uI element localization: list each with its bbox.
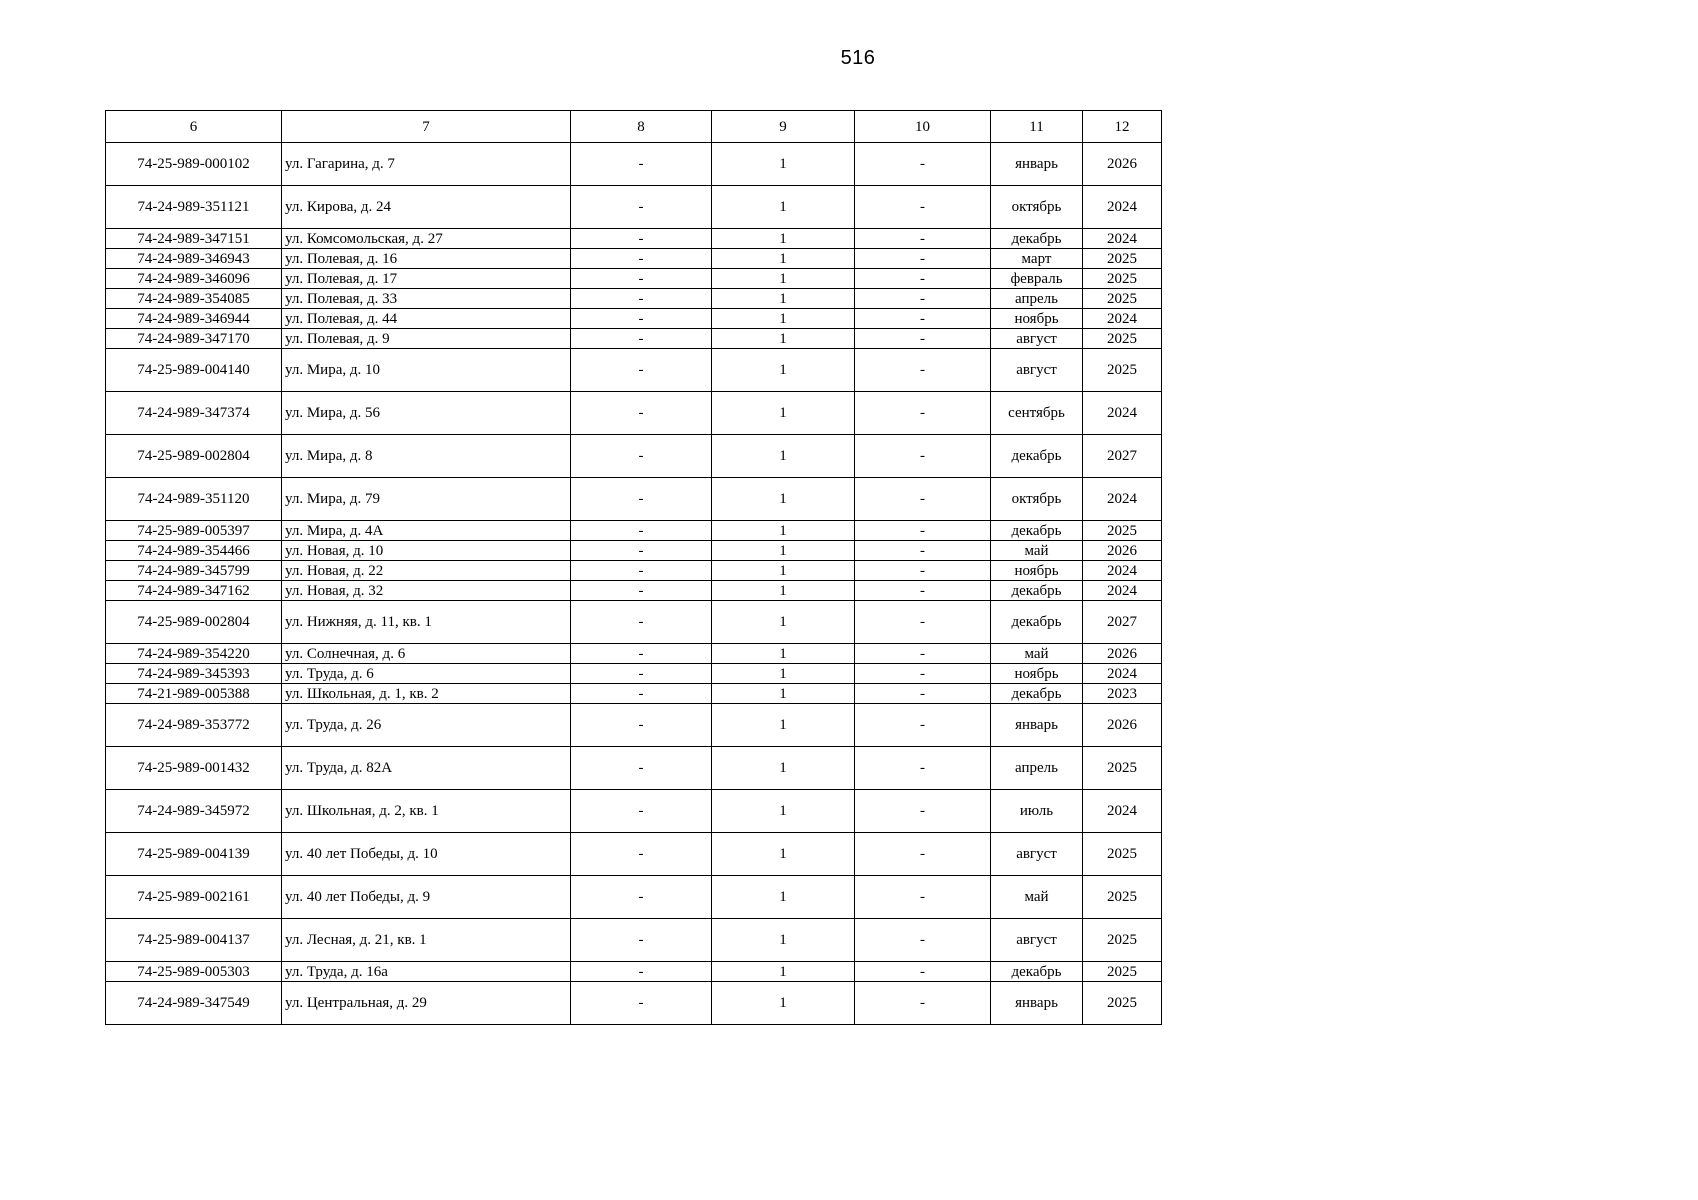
row-year-cell: 2026: [1083, 644, 1162, 664]
row-col10-cell: -: [855, 581, 991, 601]
row-col9-cell: 1: [712, 289, 855, 309]
row-code-cell: 74-24-989-346943: [106, 249, 282, 269]
row-col9-cell: 1: [712, 919, 855, 962]
row-col10-cell: -: [855, 684, 991, 704]
row-code-cell: 74-24-989-347170: [106, 329, 282, 349]
row-col8-cell: -: [571, 704, 712, 747]
row-col8-cell: -: [571, 309, 712, 329]
row-col10-cell: -: [855, 269, 991, 289]
row-month-cell: февраль: [991, 269, 1083, 289]
row-address-cell: ул. Нижняя, д. 11, кв. 1: [282, 601, 571, 644]
row-year-cell: 2025: [1083, 269, 1162, 289]
row-col9-cell: 1: [712, 309, 855, 329]
table-row: [106, 561, 1162, 581]
row-code-cell: 74-24-989-347549: [106, 982, 282, 1025]
page-number: 516: [840, 47, 876, 69]
row-col8-cell: -: [571, 833, 712, 876]
row-col9-cell: 1: [712, 349, 855, 392]
row-code-cell: 74-25-989-005397: [106, 521, 282, 541]
row-month-cell: декабрь: [991, 684, 1083, 704]
row-month-cell: октябрь: [991, 186, 1083, 229]
row-year-cell: 2025: [1083, 329, 1162, 349]
row-address-cell: ул. Мира, д. 10: [282, 349, 571, 392]
row-col8-cell: -: [571, 478, 712, 521]
row-col10-cell: -: [855, 601, 991, 644]
row-address-cell: ул. Труда, д. 26: [282, 704, 571, 747]
row-code-cell: 74-25-989-002804: [106, 601, 282, 644]
table-row: [106, 982, 1162, 1025]
row-address-cell: ул. Полевая, д. 33: [282, 289, 571, 309]
row-month-cell: январь: [991, 982, 1083, 1025]
row-address-cell: ул. Полевая, д. 44: [282, 309, 571, 329]
row-year-cell: 2023: [1083, 684, 1162, 704]
table-row: [106, 435, 1162, 478]
row-year-cell: 2025: [1083, 876, 1162, 919]
row-col10-cell: -: [855, 561, 991, 581]
row-col10-cell: -: [855, 186, 991, 229]
row-col8-cell: -: [571, 962, 712, 982]
table-row: [106, 249, 1162, 269]
row-col10-cell: -: [855, 541, 991, 561]
row-col8-cell: -: [571, 644, 712, 664]
row-year-cell: 2027: [1083, 435, 1162, 478]
register-table: [105, 110, 1162, 1025]
row-month-cell: май: [991, 876, 1083, 919]
row-col9-cell: 1: [712, 435, 855, 478]
row-month-cell: январь: [991, 143, 1083, 186]
row-month-cell: август: [991, 329, 1083, 349]
row-col9-cell: 1: [712, 790, 855, 833]
row-address-cell: ул. Комсомольская, д. 27: [282, 229, 571, 249]
row-code-cell: 74-24-989-354466: [106, 541, 282, 561]
table-row: [106, 186, 1162, 229]
row-col10-cell: -: [855, 521, 991, 541]
row-col8-cell: -: [571, 684, 712, 704]
row-code-cell: 74-21-989-005388: [106, 684, 282, 704]
row-col10-cell: -: [855, 309, 991, 329]
column-header: 8: [571, 111, 712, 143]
row-year-cell: 2024: [1083, 664, 1162, 684]
row-address-cell: ул. Школьная, д. 1, кв. 2: [282, 684, 571, 704]
table-row: [106, 269, 1162, 289]
table-row: [106, 664, 1162, 684]
row-col9-cell: 1: [712, 704, 855, 747]
row-month-cell: декабрь: [991, 435, 1083, 478]
row-address-cell: ул. Полевая, д. 9: [282, 329, 571, 349]
row-month-cell: август: [991, 833, 1083, 876]
row-code-cell: 74-24-989-351120: [106, 478, 282, 521]
row-year-cell: 2024: [1083, 561, 1162, 581]
row-year-cell: 2025: [1083, 249, 1162, 269]
table-row: [106, 229, 1162, 249]
row-code-cell: 74-24-989-351121: [106, 186, 282, 229]
row-code-cell: 74-25-989-002161: [106, 876, 282, 919]
row-code-cell: 74-24-989-347151: [106, 229, 282, 249]
row-address-cell: ул. Школьная, д. 2, кв. 1: [282, 790, 571, 833]
table-row: [106, 478, 1162, 521]
row-address-cell: ул. Гагарина, д. 7: [282, 143, 571, 186]
column-header: 6: [106, 111, 282, 143]
row-col8-cell: -: [571, 143, 712, 186]
row-col8-cell: -: [571, 329, 712, 349]
row-col10-cell: -: [855, 143, 991, 186]
table-row: [106, 541, 1162, 561]
table-row: [106, 392, 1162, 435]
row-code-cell: 74-24-989-354085: [106, 289, 282, 309]
row-code-cell: 74-24-989-345972: [106, 790, 282, 833]
row-month-cell: декабрь: [991, 521, 1083, 541]
row-code-cell: 74-25-989-004140: [106, 349, 282, 392]
row-month-cell: ноябрь: [991, 561, 1083, 581]
row-address-cell: ул. Полевая, д. 17: [282, 269, 571, 289]
row-code-cell: 74-24-989-346096: [106, 269, 282, 289]
row-year-cell: 2024: [1083, 186, 1162, 229]
row-month-cell: декабрь: [991, 601, 1083, 644]
row-address-cell: ул. 40 лет Победы, д. 10: [282, 833, 571, 876]
row-col9-cell: 1: [712, 833, 855, 876]
row-col10-cell: -: [855, 392, 991, 435]
row-month-cell: апрель: [991, 747, 1083, 790]
row-month-cell: март: [991, 249, 1083, 269]
table-row: [106, 309, 1162, 329]
row-col10-cell: -: [855, 790, 991, 833]
row-address-cell: ул. Мира, д. 8: [282, 435, 571, 478]
row-col9-cell: 1: [712, 684, 855, 704]
table-row: [106, 876, 1162, 919]
table-row: [106, 747, 1162, 790]
row-month-cell: апрель: [991, 289, 1083, 309]
row-code-cell: 74-24-989-345393: [106, 664, 282, 684]
row-col10-cell: -: [855, 289, 991, 309]
row-col9-cell: 1: [712, 982, 855, 1025]
row-month-cell: октябрь: [991, 478, 1083, 521]
row-col8-cell: -: [571, 747, 712, 790]
row-col9-cell: 1: [712, 644, 855, 664]
row-col9-cell: 1: [712, 329, 855, 349]
header-row: [106, 111, 1162, 143]
row-col8-cell: -: [571, 249, 712, 269]
row-col8-cell: -: [571, 876, 712, 919]
row-col10-cell: -: [855, 982, 991, 1025]
row-col9-cell: 1: [712, 392, 855, 435]
table-row: [106, 704, 1162, 747]
row-code-cell: 74-25-989-005303: [106, 962, 282, 982]
row-col8-cell: -: [571, 541, 712, 561]
row-code-cell: 74-24-989-347162: [106, 581, 282, 601]
row-month-cell: декабрь: [991, 962, 1083, 982]
row-month-cell: ноябрь: [991, 309, 1083, 329]
row-code-cell: 74-24-989-354220: [106, 644, 282, 664]
row-address-cell: ул. Мира, д. 79: [282, 478, 571, 521]
row-address-cell: ул. Новая, д. 32: [282, 581, 571, 601]
row-col8-cell: -: [571, 289, 712, 309]
row-col9-cell: 1: [712, 876, 855, 919]
row-year-cell: 2024: [1083, 790, 1162, 833]
row-code-cell: 74-24-989-353772: [106, 704, 282, 747]
row-year-cell: 2024: [1083, 392, 1162, 435]
row-year-cell: 2025: [1083, 919, 1162, 962]
row-col8-cell: -: [571, 790, 712, 833]
row-col8-cell: -: [571, 435, 712, 478]
row-year-cell: 2025: [1083, 747, 1162, 790]
row-year-cell: 2025: [1083, 962, 1162, 982]
row-col9-cell: 1: [712, 269, 855, 289]
row-address-cell: ул. Труда, д. 16а: [282, 962, 571, 982]
row-col10-cell: -: [855, 435, 991, 478]
row-address-cell: ул. Новая, д. 22: [282, 561, 571, 581]
row-address-cell: ул. Лесная, д. 21, кв. 1: [282, 919, 571, 962]
row-col8-cell: -: [571, 581, 712, 601]
row-col9-cell: 1: [712, 186, 855, 229]
row-year-cell: 2026: [1083, 704, 1162, 747]
row-year-cell: 2024: [1083, 229, 1162, 249]
table-row: [106, 581, 1162, 601]
row-col10-cell: -: [855, 349, 991, 392]
row-month-cell: январь: [991, 704, 1083, 747]
row-month-cell: август: [991, 919, 1083, 962]
row-month-cell: май: [991, 541, 1083, 561]
table-row: [106, 684, 1162, 704]
row-col8-cell: -: [571, 269, 712, 289]
table-row: [106, 644, 1162, 664]
row-col9-cell: 1: [712, 143, 855, 186]
row-month-cell: май: [991, 644, 1083, 664]
row-col10-cell: -: [855, 833, 991, 876]
row-year-cell: 2025: [1083, 289, 1162, 309]
row-year-cell: 2025: [1083, 349, 1162, 392]
row-col9-cell: 1: [712, 664, 855, 684]
column-header: 7: [282, 111, 571, 143]
row-year-cell: 2025: [1083, 833, 1162, 876]
row-col9-cell: 1: [712, 249, 855, 269]
row-month-cell: ноябрь: [991, 664, 1083, 684]
row-col10-cell: -: [855, 747, 991, 790]
row-address-cell: ул. 40 лет Победы, д. 9: [282, 876, 571, 919]
row-col9-cell: 1: [712, 478, 855, 521]
row-col9-cell: 1: [712, 229, 855, 249]
row-code-cell: 74-25-989-001432: [106, 747, 282, 790]
row-year-cell: 2027: [1083, 601, 1162, 644]
row-col9-cell: 1: [712, 601, 855, 644]
row-col8-cell: -: [571, 919, 712, 962]
row-address-cell: ул. Солнечная, д. 6: [282, 644, 571, 664]
row-year-cell: 2024: [1083, 309, 1162, 329]
row-col9-cell: 1: [712, 541, 855, 561]
column-header: 11: [991, 111, 1083, 143]
row-col8-cell: -: [571, 601, 712, 644]
row-col8-cell: -: [571, 521, 712, 541]
table-row: [106, 601, 1162, 644]
row-code-cell: 74-24-989-345799: [106, 561, 282, 581]
row-month-cell: август: [991, 349, 1083, 392]
row-address-cell: ул. Кирова, д. 24: [282, 186, 571, 229]
table-row: [106, 521, 1162, 541]
row-code-cell: 74-25-989-004137: [106, 919, 282, 962]
row-year-cell: 2025: [1083, 982, 1162, 1025]
row-address-cell: ул. Труда, д. 82А: [282, 747, 571, 790]
table-row: [106, 289, 1162, 309]
row-col10-cell: -: [855, 664, 991, 684]
row-col9-cell: 1: [712, 581, 855, 601]
row-year-cell: 2026: [1083, 143, 1162, 186]
table-row: [106, 143, 1162, 186]
row-col10-cell: -: [855, 249, 991, 269]
row-year-cell: 2024: [1083, 478, 1162, 521]
row-col10-cell: -: [855, 644, 991, 664]
row-col10-cell: -: [855, 478, 991, 521]
row-col8-cell: -: [571, 349, 712, 392]
column-header: 9: [712, 111, 855, 143]
row-col10-cell: -: [855, 876, 991, 919]
row-col8-cell: -: [571, 229, 712, 249]
row-address-cell: ул. Мира, д. 4А: [282, 521, 571, 541]
table-row: [106, 919, 1162, 962]
row-col9-cell: 1: [712, 561, 855, 581]
row-address-cell: ул. Труда, д. 6: [282, 664, 571, 684]
row-month-cell: июль: [991, 790, 1083, 833]
row-col8-cell: -: [571, 392, 712, 435]
row-month-cell: декабрь: [991, 581, 1083, 601]
row-col10-cell: -: [855, 229, 991, 249]
row-code-cell: 74-24-989-346944: [106, 309, 282, 329]
row-code-cell: 74-25-989-000102: [106, 143, 282, 186]
row-col10-cell: -: [855, 962, 991, 982]
row-address-cell: ул. Центральная, д. 29: [282, 982, 571, 1025]
row-address-cell: ул. Мира, д. 56: [282, 392, 571, 435]
table-row: [106, 349, 1162, 392]
row-code-cell: 74-25-989-004139: [106, 833, 282, 876]
row-col10-cell: -: [855, 704, 991, 747]
table-row: [106, 329, 1162, 349]
row-col8-cell: -: [571, 561, 712, 581]
row-month-cell: декабрь: [991, 229, 1083, 249]
table-row: [106, 790, 1162, 833]
row-col10-cell: -: [855, 329, 991, 349]
row-year-cell: 2025: [1083, 521, 1162, 541]
row-col9-cell: 1: [712, 747, 855, 790]
row-col8-cell: -: [571, 186, 712, 229]
row-col8-cell: -: [571, 664, 712, 684]
row-col10-cell: -: [855, 919, 991, 962]
row-col9-cell: 1: [712, 521, 855, 541]
row-year-cell: 2026: [1083, 541, 1162, 561]
row-col9-cell: 1: [712, 962, 855, 982]
table-row: [106, 962, 1162, 982]
row-year-cell: 2024: [1083, 581, 1162, 601]
row-col8-cell: -: [571, 982, 712, 1025]
row-code-cell: 74-24-989-347374: [106, 392, 282, 435]
row-address-cell: ул. Новая, д. 10: [282, 541, 571, 561]
column-header: 10: [855, 111, 991, 143]
column-header: 12: [1083, 111, 1162, 143]
row-code-cell: 74-25-989-002804: [106, 435, 282, 478]
row-month-cell: сентябрь: [991, 392, 1083, 435]
table-row: [106, 833, 1162, 876]
row-address-cell: ул. Полевая, д. 16: [282, 249, 571, 269]
